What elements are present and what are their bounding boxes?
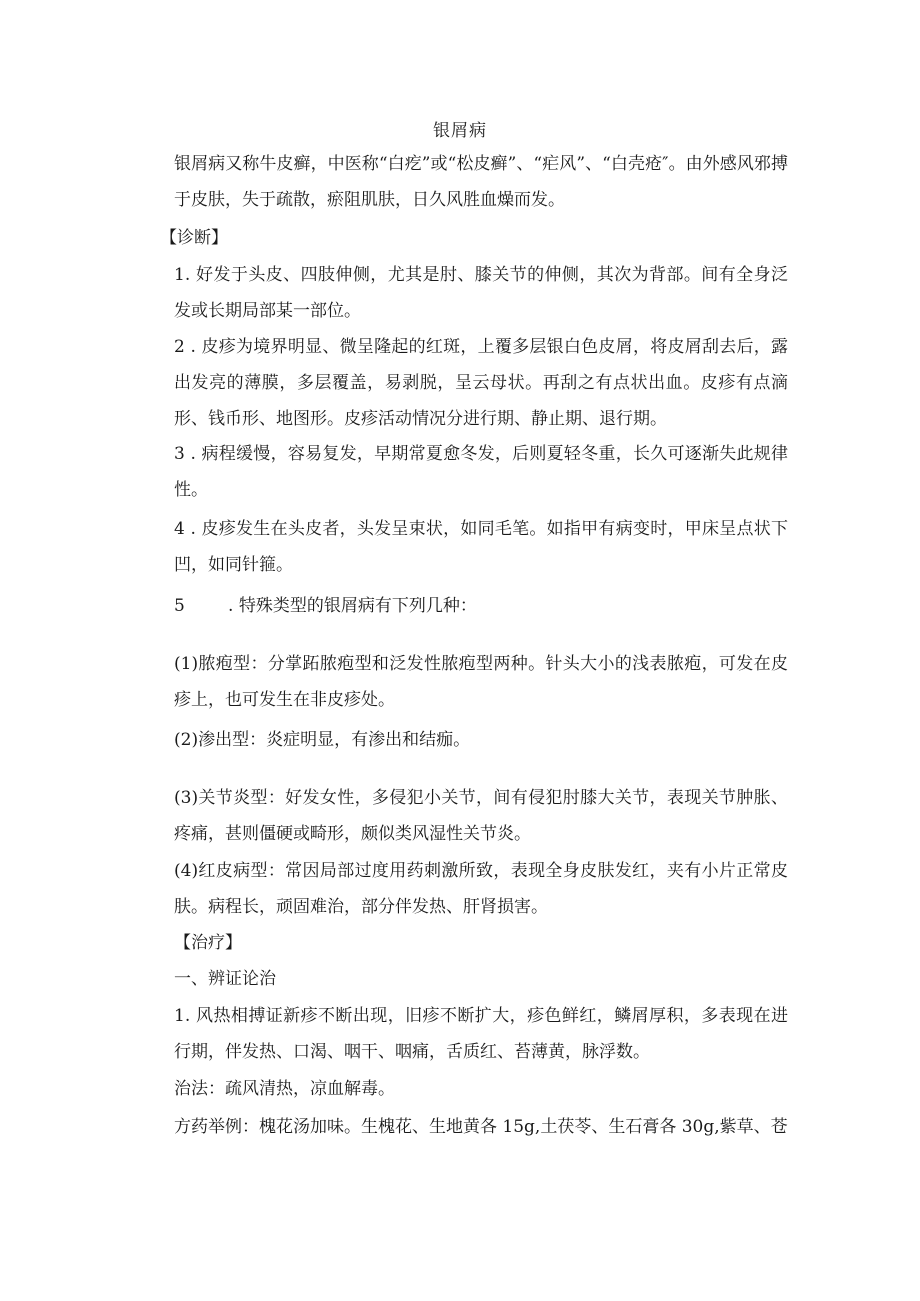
diagnosis-item-2-text: 2 . 皮疹为境界明显、微呈隆起的红斑，上覆多层银白色皮屑，将皮屑刮去后，露出发亮的薄膜，多层覆盖，易剥脱，呈云母状。再刮之有点状出血。皮疹有点滴形、钱币形、地图形。皮疹活动情况分进行期、静止期、退行期。	[174, 337, 788, 429]
diagnosis-item-2	[138, 329, 788, 437]
treatment-subheading: 一、辨证论治	[174, 969, 276, 989]
diagnosis-item-3	[138, 436, 788, 508]
special-type-3-text: (3)关节炎型：好发女性，多侵犯小关节，间有侵犯肘膝大关节，表现关节肿胀、疼痛，甚则僵硬或畸形，颇似类风湿性关节炎。	[174, 788, 788, 844]
special-type-4-text: (4)红皮病型：常因局部过度用药刺激所致，表现全身皮肤发红，夹有小片正常皮肤。病程长，顽固难治，部分伴发热、肝肾损害。	[174, 861, 788, 917]
intro-text: 银屑病又称牛皮癣，中医称“白疙”或“松皮癣”、“疟风”、“白壳疮″。由外感风邪搏于皮肤，失于疏散，瘀阻肌肤，日久风胜血燥而发。	[174, 154, 788, 210]
diagnosis-item-3-text: 3 . 病程缓慢，容易复发，早期常夏愈冬发，后则夏轻冬重，长久可逐渐失此规律性。	[174, 444, 788, 500]
document-title: 银屑病	[433, 121, 487, 141]
treatment-method: 治法：疏风清热，凉血解毒。	[174, 1079, 395, 1099]
treatment-prescription: 方药举例：槐花汤加味。生槐花、生地黄各 15g,土茯苓、生石膏各 30g,紫草、苍	[174, 1117, 788, 1137]
treatment-heading: 【治疗】	[174, 933, 242, 953]
diagnosis-item-1	[138, 257, 788, 329]
diagnosis-item-5: 5 . 特殊类型的银屑病有下列几种：	[174, 596, 477, 616]
treatment-item-1-text: 1. 风热相搏证新疹不断出现，旧疹不断扩大，疹色鲜红，鳞屑厚积，多表现在进行期，伴发热、口渴、咽干、咽痛，舌质红、苔薄黄，脉浮数。	[174, 1006, 788, 1062]
special-type-3	[138, 780, 788, 852]
treatment-item-1	[138, 998, 788, 1070]
diagnosis-heading: 【诊断】	[160, 228, 228, 248]
intro-paragraph	[138, 146, 788, 218]
diagnosis-item-4	[138, 511, 788, 583]
special-type-2: (2)渗出型：炎症明显，有渗出和结痂。	[174, 730, 471, 750]
diagnosis-item-1-text: 1. 好发于头皮、四肢伸侧，尤其是肘、膝关节的伸侧，其次为背部。间有全身泛发或长期局部某一部位。	[174, 265, 788, 321]
diagnosis-item-4-text: 4 . 皮疹发生在头皮者，头发呈束状，如同毛笔。如指甲有病变时，甲床呈点状下凹，如同针箍。	[174, 519, 788, 575]
special-type-1-text: (1)脓疱型：分掌跖脓疱型和泛发性脓疱型两种。针头大小的浅表脓疱，可发在皮疹上，也可发生在非皮疹处。	[174, 654, 788, 710]
special-type-1	[138, 646, 788, 718]
special-type-4	[138, 853, 788, 925]
